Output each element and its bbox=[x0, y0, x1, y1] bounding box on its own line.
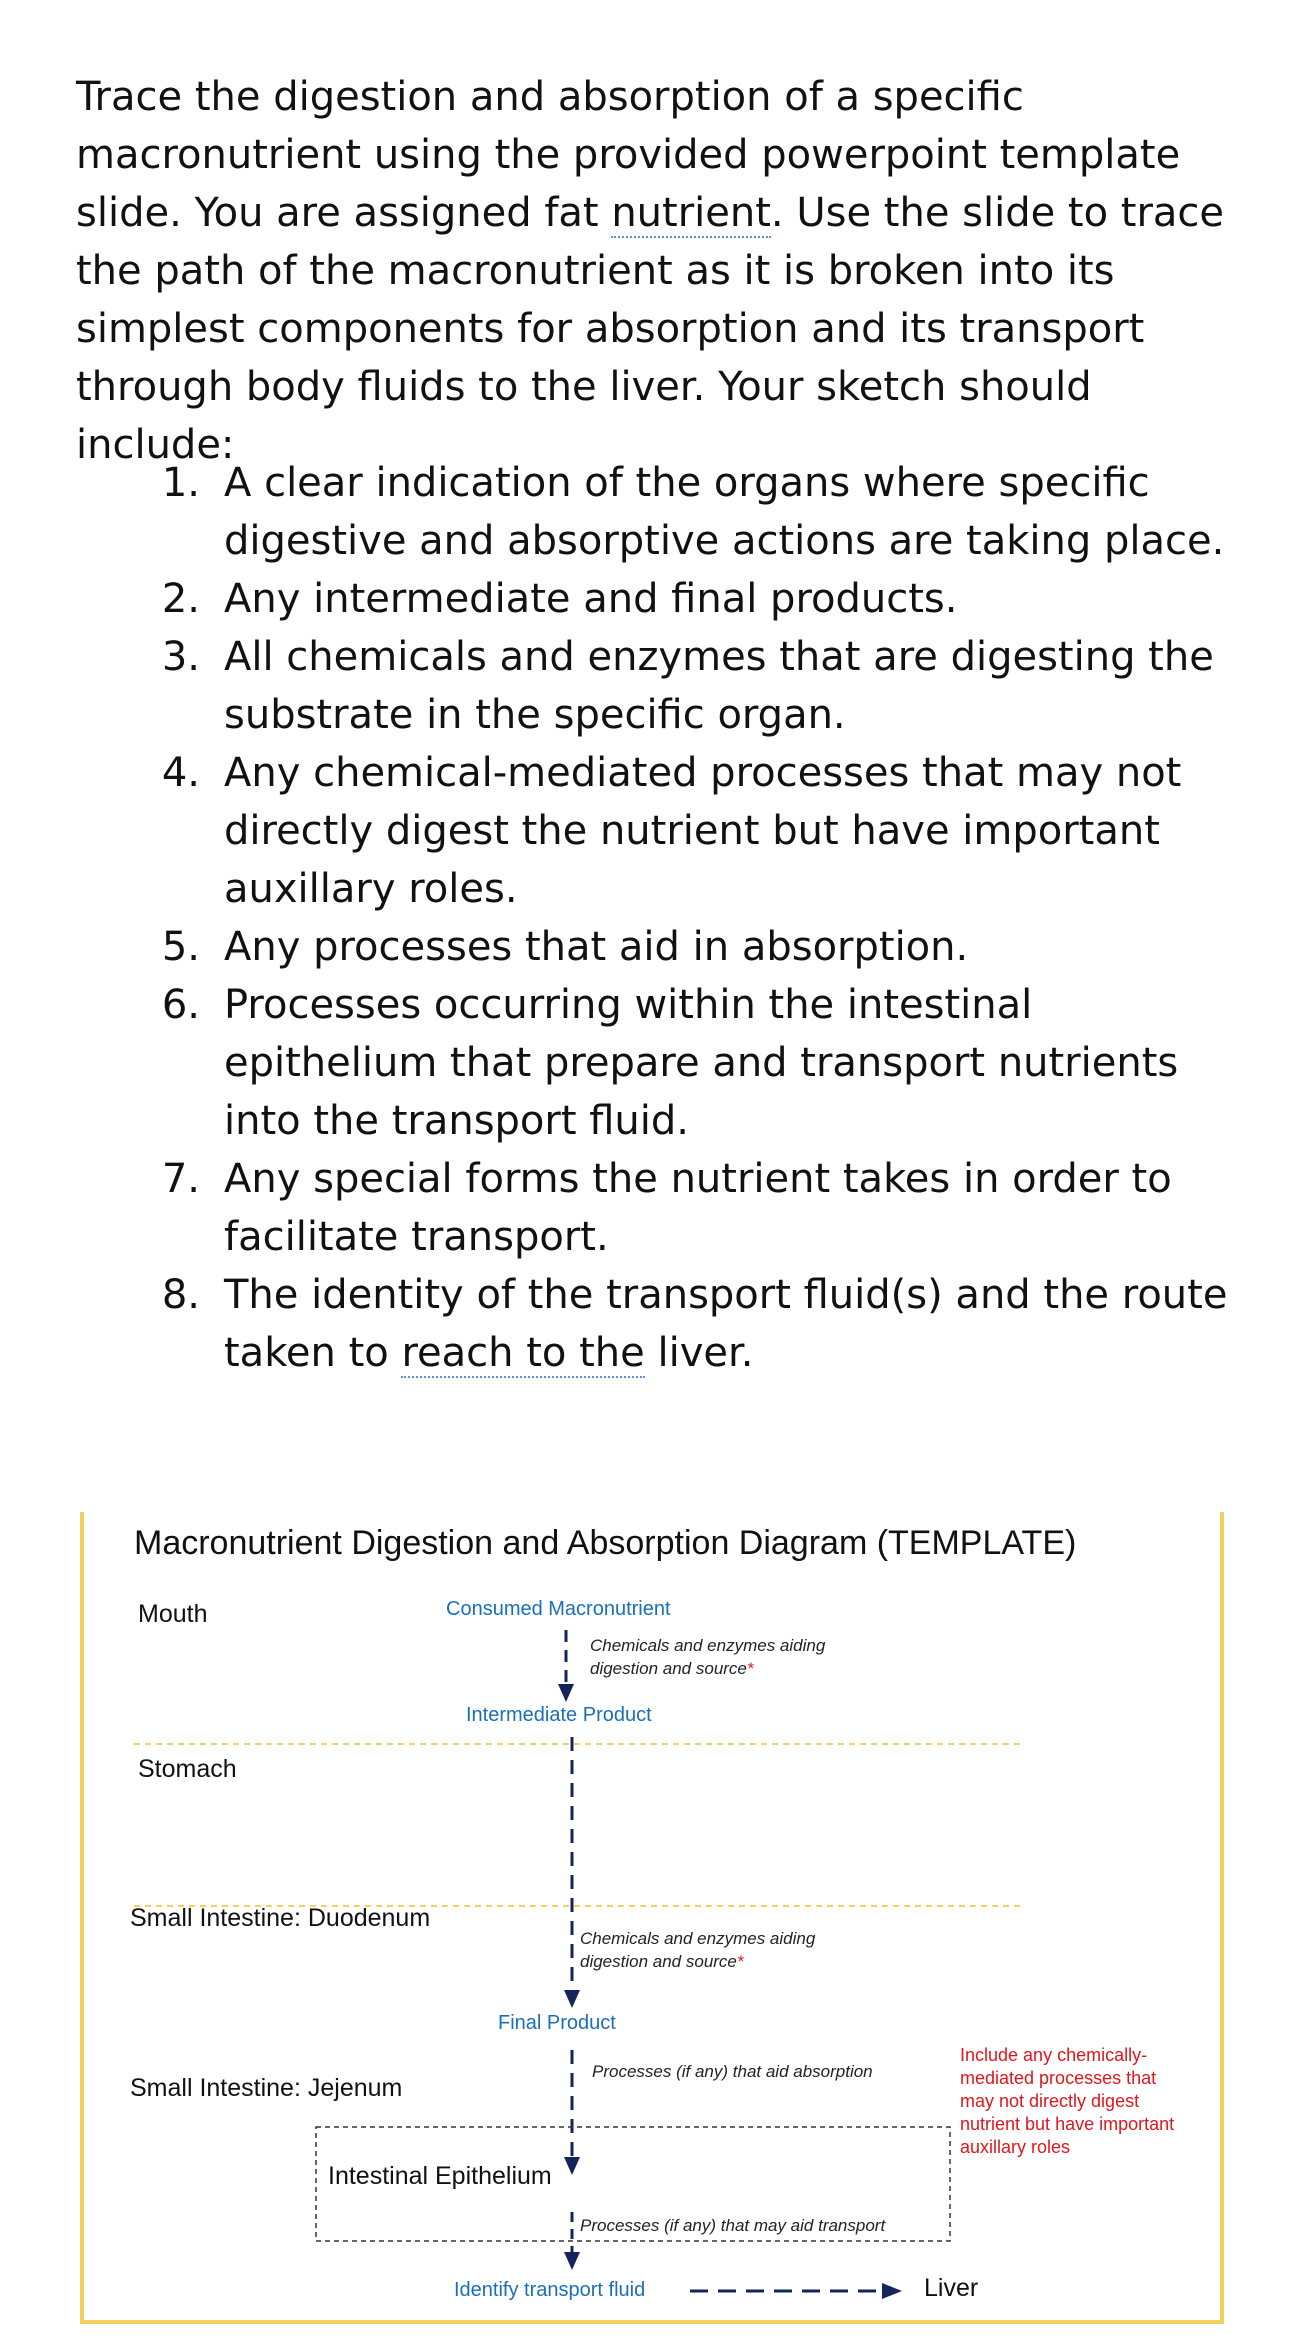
arrowhead-4 bbox=[564, 2252, 580, 2270]
list-item: 3. All chemicals and enzymes that are digesting the substrate in the specific organ. bbox=[161, 634, 1214, 738]
diagram-title: Macronutrient Digestion and Absorption Diagram (TEMPLATE) bbox=[134, 1524, 1077, 1562]
instructions-paragraph bbox=[76, 68, 1236, 474]
list-item: 6. Processes occurring within the intestinal epithelium that prepare and transport nutrients into the transport fluid. bbox=[161, 982, 1179, 1144]
list-item: 4. Any chemical-mediated processes that may not directly digest the nutrient but have important auxillary roles. bbox=[161, 750, 1182, 912]
arrowhead-5 bbox=[882, 2283, 902, 2299]
organ-label-duodenum: Small Intestine: Duodenum bbox=[130, 1904, 431, 1932]
instructions-text-1: Trace the digestion and absorption of a specific macronutrient using the provided powerpoint template slide. You are assigned fat bbox=[76, 74, 1181, 236]
list-item: 2. Any intermediate and final products. bbox=[161, 576, 958, 622]
absorption-note: Processes (if any) that aid absorption bbox=[592, 2062, 873, 2081]
intermediate-product-label: Intermediate Product bbox=[466, 1704, 652, 1726]
underlined-phrase: reach to the bbox=[401, 1330, 645, 1376]
list-item: 7. Any special forms the nutrient takes in order to facilitate transport. bbox=[161, 1156, 1172, 1260]
list-item: 5. Any processes that aid in absorption. bbox=[161, 924, 969, 970]
arrowhead-2 bbox=[564, 1990, 580, 2008]
arrowhead-3 bbox=[564, 2157, 580, 2175]
organ-label-mouth: Mouth bbox=[138, 1600, 208, 1628]
transport-note: Processes (if any) that may aid transport bbox=[580, 2216, 886, 2235]
final-product-label: Final Product bbox=[498, 2012, 616, 2034]
intestinal-epithelium-label: Intestinal Epithelium bbox=[328, 2162, 552, 2190]
transport-fluid-label: Identify transport fluid bbox=[454, 2279, 646, 2301]
instructions-text-2: . Use the slide to trace the path of the macronutrient as it is broken into its simplest components for absorption and its transport through body fluids to the liver. Your sketch should include: bbox=[76, 190, 1225, 468]
list-item: 8. The identity of the transport fluid(s) and the route taken to reach to the liver. bbox=[161, 1272, 1228, 1376]
diagram-slide bbox=[80, 1512, 1224, 2324]
liver-label: Liver bbox=[924, 2274, 979, 2302]
arrowhead-1 bbox=[558, 1684, 574, 1702]
chem-note-duodenum: Chemicals and enzymes aiding digestion and source* bbox=[580, 1929, 816, 1971]
organ-label-jejenum: Small Intestine: Jejenum bbox=[130, 2074, 403, 2102]
underlined-word-nutrient: nutrient bbox=[611, 190, 771, 236]
consumed-macronutrient-label: Consumed Macronutrient bbox=[446, 1598, 671, 1620]
list-item: 1. A clear indication of the organs where specific digestive and absorptive actions are taking place. bbox=[161, 460, 1225, 564]
chem-note-mouth: Chemicals and enzymes aiding digestion and source* bbox=[590, 1636, 826, 1678]
requirements-list bbox=[150, 454, 1230, 1382]
organ-label-stomach: Stomach bbox=[138, 1755, 237, 1783]
red-auxiliary-note: Include any chemically- mediated processes that may not directly digest nutrient but have important auxillary roles bbox=[960, 2045, 1175, 2157]
